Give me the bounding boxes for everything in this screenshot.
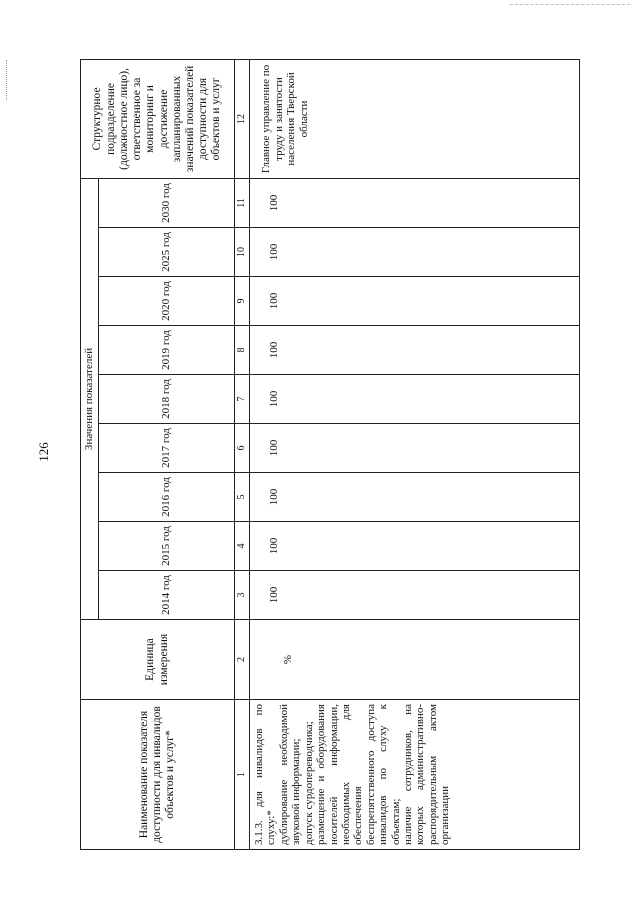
column-number: 6 bbox=[235, 424, 250, 473]
value-cell: 100 bbox=[250, 178, 580, 227]
scan-edge-mark bbox=[510, 4, 630, 6]
header-year: 2020 год bbox=[99, 277, 235, 326]
value-cell: 100 bbox=[250, 326, 580, 375]
rotated-table-frame bbox=[80, 60, 580, 850]
column-number: 2 bbox=[235, 620, 250, 700]
page-number: 126 bbox=[36, 442, 51, 462]
column-number: 12 bbox=[235, 59, 250, 178]
header-year: 2030 год bbox=[99, 178, 235, 227]
column-number: 7 bbox=[235, 375, 250, 424]
column-number: 8 bbox=[235, 326, 250, 375]
value-cell: 100 bbox=[250, 571, 580, 620]
value-cell: 100 bbox=[250, 473, 580, 522]
header-year: 2019 год bbox=[99, 326, 235, 375]
header-year: 2016 год bbox=[99, 473, 235, 522]
value-cell: 100 bbox=[250, 228, 580, 277]
scan-margin-mark bbox=[6, 60, 8, 100]
column-number: 3 bbox=[235, 571, 250, 620]
indicator-name-line: 3.1.3. для инвалидов по слуху:* bbox=[253, 704, 278, 845]
responsible-cell: Главное управление по труду и занятости населения Тверской области bbox=[250, 59, 580, 178]
column-number: 1 bbox=[235, 700, 250, 850]
header-unit: Единица измерения bbox=[81, 620, 235, 700]
value-cell: 100 bbox=[250, 375, 580, 424]
unit-cell: % bbox=[250, 620, 580, 700]
table-row bbox=[250, 59, 580, 849]
indicators-table-container bbox=[80, 60, 580, 850]
value-cell: 100 bbox=[250, 522, 580, 571]
indicator-name-line: дублирование необходимой звуковой информации; bbox=[277, 704, 303, 845]
indicator-name-cell bbox=[250, 700, 580, 850]
value-cell: 100 bbox=[250, 424, 580, 473]
indicator-name-line: допуск сурдопереводчика; bbox=[302, 721, 315, 845]
column-number: 10 bbox=[235, 228, 250, 277]
header-responsible: Структурное подразделение (должностное лицо), ответственное за мониторинг и достижение запланированных значений показателей доступности для объектов и услуг bbox=[81, 59, 235, 178]
header-year: 2017 год bbox=[99, 424, 235, 473]
header-year: 2014 год bbox=[99, 571, 235, 620]
column-number: 5 bbox=[235, 473, 250, 522]
column-number: 4 bbox=[235, 522, 250, 571]
header-indicator-values: Значения показателей bbox=[81, 178, 99, 619]
indicator-name-line: наличие сотрудников, на которых административно-распорядительным актом организации bbox=[402, 704, 452, 845]
indicator-name-line: размещение и оборудования носителей информации, необходимых для обеспечения беспрепятственного доступа инвалидов по слуху к объектам; bbox=[315, 704, 402, 845]
header-year: 2015 год bbox=[99, 522, 235, 571]
header-indicator-name: Наименование показателя доступности для инвалидов объектов и услуг* bbox=[81, 700, 235, 850]
indicators-table bbox=[80, 59, 580, 850]
header-year: 2025 год bbox=[99, 228, 235, 277]
column-number: 11 bbox=[235, 178, 250, 227]
column-number: 9 bbox=[235, 277, 250, 326]
header-year: 2018 год bbox=[99, 375, 235, 424]
value-cell: 100 bbox=[250, 277, 580, 326]
